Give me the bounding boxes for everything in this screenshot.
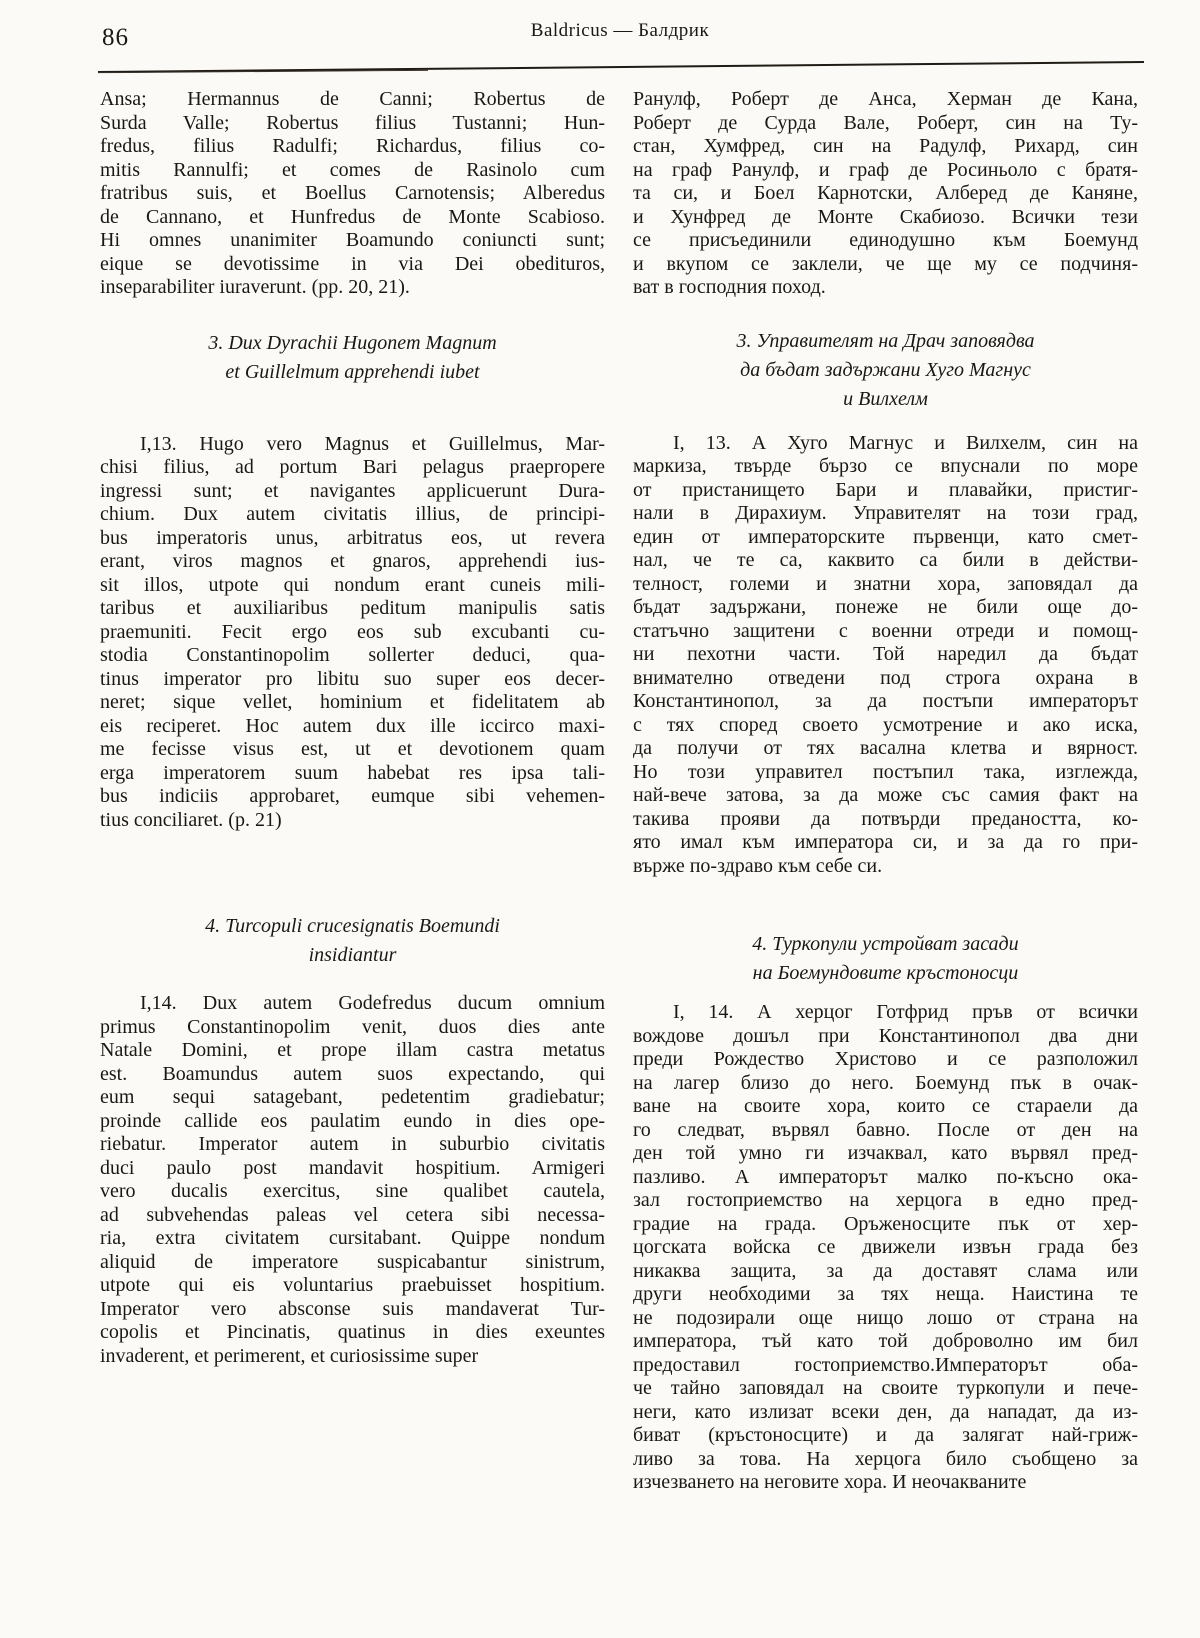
text-line: inseparabiliter iuraverunt. (pp. 20, 21). (100, 276, 410, 298)
text-line: 4. Туркопули устройват засади (752, 933, 1019, 955)
latin-paragraph-i13 (100, 433, 605, 833)
text-line: на Боемундовите кръстоносци (752, 962, 1019, 984)
text-line: да бъдат задържани Хуго Магнус (740, 358, 1031, 381)
text-line: I, 13. А Хуго Магнус и Вилхелм, син на (673, 431, 1138, 454)
text-line: Surda Valle; Robertus filius Tustanni; Hun- (100, 111, 605, 134)
text-line: riebatur. Imperator autem in suburbio civitatis (100, 1133, 605, 1155)
text-line: зал гостоприемство на херцога в едно пред- (633, 1189, 1138, 1211)
text-line: proinde callide eos paulatim eundo in dies ope- (100, 1109, 605, 1132)
text-line: върже по-здраво към себе си. (633, 854, 883, 877)
text-line: sit illos, utpote qui nondum erant cuneis mili- (100, 573, 605, 596)
text-line: ad subvehendas paleas vel cetera sibi necessa- (100, 1203, 605, 1226)
bulgarian-paragraph-i13 (633, 432, 1138, 879)
text-line: fratribus suis, et Boellus Carnotensis; Alberedus (100, 182, 605, 204)
text-line: неги, като излизат всеки ден, да нападат, да из- (633, 1400, 1138, 1423)
page-header (100, 18, 1140, 58)
text-line: го следват, вървял бавно. После от ден на (633, 1118, 1138, 1141)
bulgarian-paragraph-i14 (633, 1001, 1138, 1495)
text-line: ято имал към императора си, и за да го при- (633, 831, 1138, 853)
text-line: ване на своите хора, които се стараели да (633, 1095, 1138, 1117)
text-line: нал, че те са, каквито са били в действи- (633, 549, 1138, 571)
text-line: vero ducalis exercitus, sine qualibet cautela, (100, 1180, 605, 1202)
text-line: на граф Ранулф, и граф де Росиньоло с братя- (633, 158, 1138, 181)
text-line: et Guillelmum apprehendi iubet (225, 360, 480, 383)
text-line: est. Boamundus autem suos expectando, qui (100, 1062, 605, 1085)
text-line: taribus et auxiliaribus peditum manipulis satis (100, 597, 605, 619)
text-line: ria, extra civitatem cursitabant. Quippe nondum (100, 1227, 605, 1249)
text-line: neret; sique vellet, hominium et fidelitatem ab (100, 691, 605, 713)
latin-section-heading-3 (100, 329, 605, 387)
text-line: на лагер близо до него. Боемунд пък в очак- (633, 1071, 1138, 1094)
text-line: 3. Dux Dyrachii Hugonem Magnum (208, 331, 497, 354)
text-line: chisi filius, ad portum Bari pelagus praepropere (100, 456, 605, 478)
running-title: Baldricus — Балдрик (530, 20, 710, 41)
text-line: такива прояви да потвърди предаността, ко- (633, 807, 1138, 830)
bulgarian-section-heading-3 (633, 327, 1138, 414)
text-line: ден той умно ги изчаквал, като вървял пред- (633, 1142, 1138, 1164)
page-number: 86 (102, 24, 129, 51)
text-line: стан, Хумфред, син на Радулф, Рихард, син (633, 135, 1138, 157)
text-line: вождове дошъл при Константинопол два дни (633, 1024, 1138, 1047)
text-line: най-вече затова, за да може със самия факт на (633, 784, 1138, 806)
text-line: 4. Turcopuli crucesignatis Boemundi (205, 915, 500, 937)
text-line: не подозирали още нищо лошо от страна на (633, 1306, 1138, 1329)
text-line: преди Рождество Христово и се разположил (633, 1048, 1138, 1070)
latin-continuation-paragraph (100, 88, 605, 300)
text-line: chium. Dux autem civitatis illius, de principi- (100, 503, 605, 525)
text-line: Роберт де Сурда Вале, Роберт, син на Ту- (633, 111, 1138, 134)
text-line: primus Constantinopolim venit, duos dies ante (100, 1015, 605, 1038)
text-line: че тайно заповядал на своите туркопули и пече- (633, 1377, 1138, 1399)
text-line: никаква защита, за да доставят слама или (633, 1259, 1138, 1282)
text-line: от пристанището Бари и плавайки, пристиг- (633, 478, 1138, 501)
text-line: императора, тъй като той доброволно им бил (633, 1330, 1138, 1352)
text-line: aliquid de imperatore suspicabantur sinistrum, (100, 1250, 605, 1273)
text-line: изчезването на неговите хора. И неочакваните (633, 1471, 1027, 1493)
text-line: eique se devotissime in via Dei obedituros, (100, 252, 605, 275)
text-line: цогската войска се движели извън града без (633, 1236, 1138, 1258)
text-line: да получи от тях васална клетва и вярност. (633, 737, 1138, 759)
text-line: tius conciliaret. (p. 21) (100, 808, 282, 831)
text-line: един от императорските първенци, като смет- (633, 525, 1138, 548)
text-line: me fecisse visus est, ut et devotionem quam (100, 738, 605, 760)
text-line: mitis Rannulfi; et comes de Rasinolo cum (100, 158, 605, 181)
text-line: маркиза, твърде бързо се впуснали по море (633, 455, 1138, 477)
text-line: insidiantur (308, 944, 397, 966)
bulgarian-section-heading-4 (633, 930, 1138, 988)
text-line: предоставил гостоприемство.Императорът оба- (633, 1353, 1138, 1376)
bulgarian-continuation-paragraph (633, 88, 1138, 300)
text-line: utpote qui eis voluntarius praebuisset hospitium. (100, 1274, 605, 1296)
text-line: с тях според своето усмотрение и ако иска, (633, 713, 1138, 736)
text-line: stodia Constantinopolim sollerter deduci, qua- (100, 644, 605, 666)
text-line: Константинопол, за да постъпи императорът (633, 690, 1138, 712)
text-line: и Вилхелм (843, 387, 928, 410)
text-line: Hi omnes unanimiter Boamundo coniuncti sunt; (100, 229, 605, 251)
text-line: erga imperatorem suum habebat res ipsa tali- (100, 761, 605, 784)
text-line: други необходими за тях неща. Наистина те (633, 1283, 1138, 1305)
text-line: та си, и Боел Карнотски, Алберед де Каняне, (633, 182, 1138, 204)
text-line: статъчно защитени с военни отреди и помощ- (633, 619, 1138, 642)
latin-paragraph-i14 (100, 992, 605, 1368)
text-line: Imperator vero absconse suis mandaverat Tur- (100, 1297, 605, 1320)
text-line: I,13. Hugo vero Magnus et Guillelmus, Mar- (140, 432, 605, 455)
text-line: tinus imperator pro libitu suo super eos decer- (100, 667, 605, 690)
text-line: Ранулф, Роберт де Анса, Херман де Кана, (633, 88, 1138, 110)
text-line: ingressi sunt; et navigantes applicuerunt Dura- (100, 479, 605, 502)
text-line: Natale Domini, et prope illam castra metatus (100, 1039, 605, 1061)
text-line: I, 14. А херцог Готфрид пръв от всички (673, 1001, 1138, 1023)
text-line: ни пехотни части. Той наредил да бъдат (633, 643, 1138, 665)
text-line: биват (кръстоносците) и да залягат най-гриж- (633, 1424, 1138, 1446)
text-line: praemuniti. Fecit ergo eos sub excubanti cu- (100, 620, 605, 643)
text-line: внимателно отведени под строга охрана в (633, 666, 1138, 689)
text-line: Но този управител постъпил така, изглежда, (633, 760, 1138, 783)
text-line: нали в Дирахиум. Управителят на този град, (633, 502, 1138, 524)
text-line: eis reciperet. Hoc autem dux ille iccirco maxi- (100, 714, 605, 737)
text-line: erant, viros magnos et gnaros, apprehendi ius- (100, 550, 605, 572)
text-line: bus indiciis approbaret, eumque sibi vehemen- (100, 785, 605, 807)
text-line: bus imperatoris unus, arbitratus eos, ut revera (100, 526, 605, 549)
text-line: de Cannano, et Hunfredus de Monte Scabioso. (100, 205, 605, 228)
text-line: I,14. Dux autem Godefredus ducum omnium (140, 992, 605, 1014)
latin-section-heading-4 (100, 912, 605, 970)
text-line: телност, големи и знатни хора, заповядал да (633, 572, 1138, 595)
text-line: градие на града. Оръженосците пък от хер- (633, 1212, 1138, 1235)
text-line: ливо за това. На херцога било съобщено за (633, 1447, 1138, 1470)
text-line: и вкупом се заклели, че ще му се подчиня- (633, 252, 1138, 275)
text-line: Ansa; Hermannus de Canni; Robertus de (100, 88, 605, 110)
text-line: duci paulo post mandavit hospitium. Armigeri (100, 1156, 605, 1179)
bulgarian-column (633, 88, 1138, 1495)
latin-column (100, 88, 605, 1495)
text-line: ват в господния поход. (633, 276, 826, 298)
text-line: и Хунфред де Монте Скабиозо. Всички тези (633, 205, 1138, 228)
text-line: copolis et Pincinatis, quatinus in dies exeuntes (100, 1321, 605, 1343)
text-line: пазливо. А императорът малко по-късно ока- (633, 1165, 1138, 1188)
text-line: invaderent, et perimerent, et curiosissime super (100, 1344, 479, 1367)
text-line: eum sequi satagebant, pedetentim gradiebatur; (100, 1086, 605, 1108)
text-line: 3. Управителят на Драч заповядва (736, 329, 1035, 352)
text-line: бъдат задържани, понеже не били още до- (633, 596, 1138, 618)
text-line: се присъединили единодушно към Боемунд (633, 229, 1138, 251)
text-columns (100, 88, 1138, 1495)
text-line: fredus, filius Radulfi; Richardus, filius co- (100, 135, 605, 157)
